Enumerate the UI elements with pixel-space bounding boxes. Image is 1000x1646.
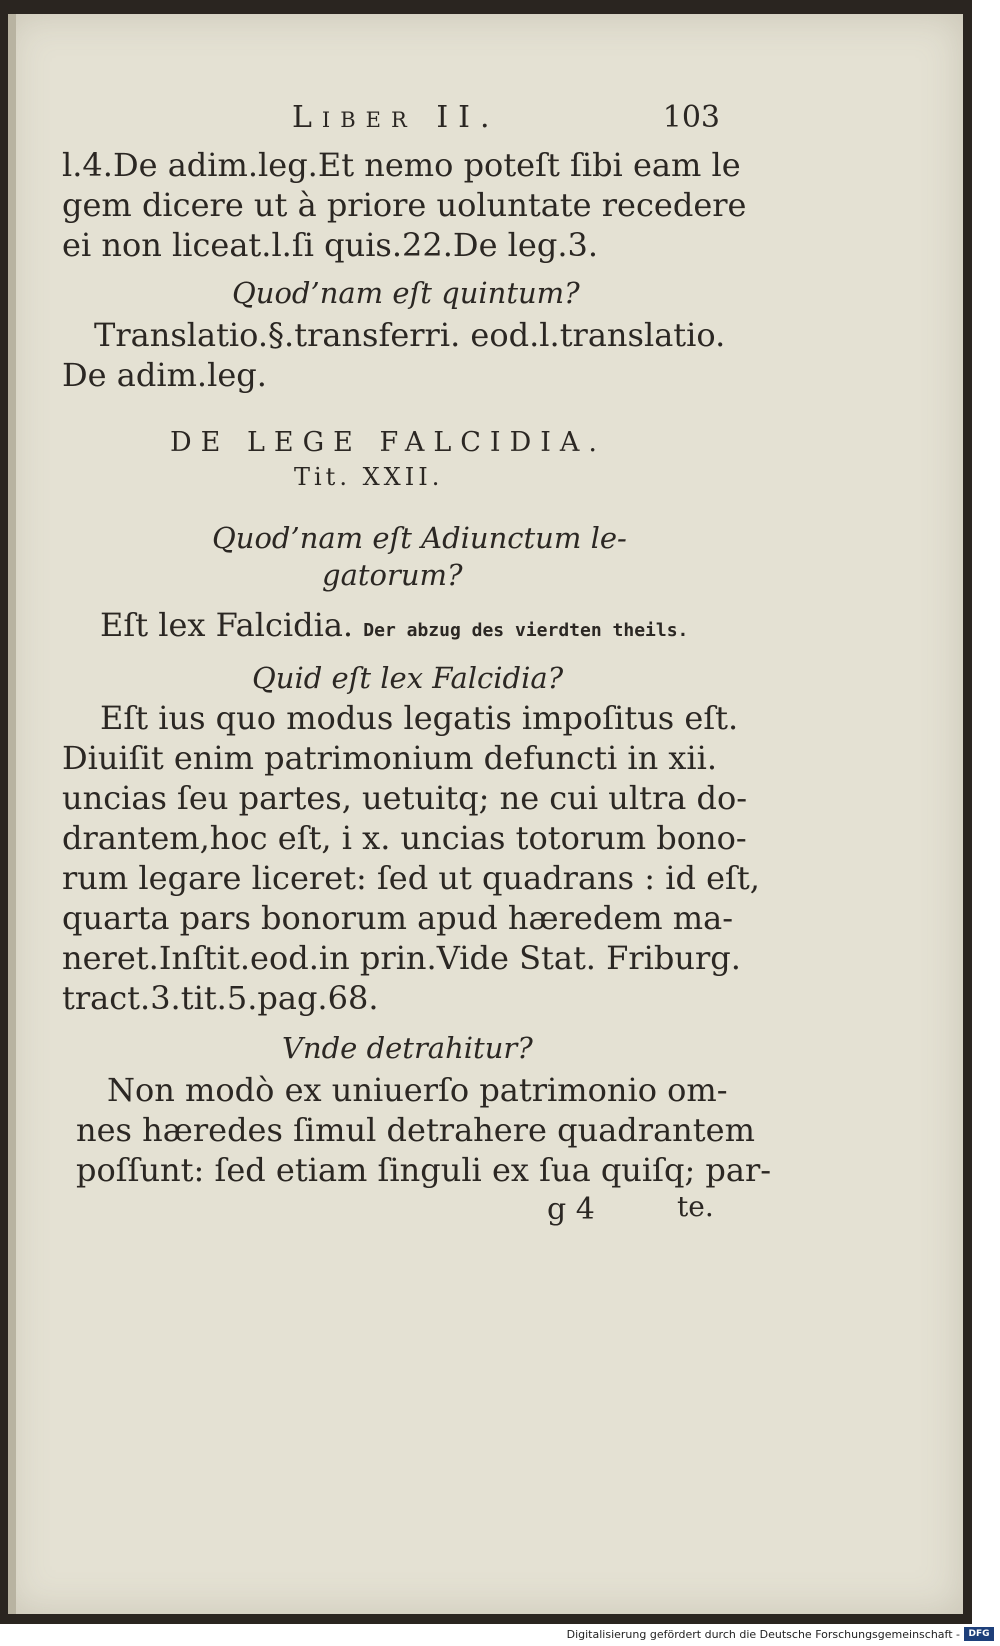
text-line: Translatio.§.transferri. eod.l.translatio. [94,316,726,354]
text-line: tract.3.tit.5.pag.68. [62,979,379,1017]
signature-mark: g 4 [547,1192,595,1227]
text-line: neret.Inſtit.eod.in prin.Vide Stat. Friburg. [62,939,741,977]
text-line: nes hæredes ſimul detrahere quadrantem [76,1111,755,1149]
section-title: DE LEGE FALCIDIA. [170,427,606,458]
page-header [60,100,720,140]
text-line: De adim.leg. [62,356,267,394]
catchword: te. [677,1190,714,1223]
section-subtitle: Tit. XXII. [294,463,444,491]
text-line: Non modò ex uniuerſo patrimonio om- [107,1071,728,1109]
text-line: rum legare liceret: ſed ut quadrans : id eſt, [62,859,760,897]
question-heading: Quod’nam eſt quintum? [232,276,580,310]
question-heading: Quod’nam eſt Adiunctum le- [212,521,627,555]
text-line: drantem,hoc eſt, i x. uncias totorum bono- [62,819,747,857]
latin-answer: Eſt lex Falcidia. [100,606,354,644]
funding-credit: Digitalisierung gefördert durch die Deutsche Forschungsgemeinschaft - [566,1628,960,1641]
text-line: uncias ſeu partes, uetuitq; ne cui ultra do- [62,779,748,817]
question-heading: Quid eſt lex Falcidia? [252,661,564,695]
text-line [100,605,688,651]
folio-number: 103 [662,100,720,135]
text-line: ei non liceat.l.ſi quis.22.De leg.3. [62,226,599,264]
dfg-logo: DFG [964,1627,994,1641]
text-line: Diuiſit enim patrimonium defuncti in xii. [62,739,718,777]
text-line: l.4.De adim.leg.Et nemo poteſt ſibi eam le [62,146,741,184]
text-line: poſſunt: ſed etiam ſinguli ex ſua quiſq; par- [76,1151,772,1189]
question-heading: Vnde detrahitur? [282,1031,533,1065]
text-line: Eſt ius quo modus legatis impoſitus eſt. [100,699,739,737]
german-gloss: Der abzug des vierdten theils. [363,620,689,641]
text-line: quarta pars bonorum apud hæredem ma- [62,899,733,937]
text-line: gem dicere ut à priore uoluntate recedere [62,186,747,224]
question-heading: gatorum? [322,558,463,592]
page-gutter [8,14,16,1614]
running-title: Liber II. [292,100,500,135]
page-text [62,145,772,1245]
footer-bar [0,1624,1000,1646]
